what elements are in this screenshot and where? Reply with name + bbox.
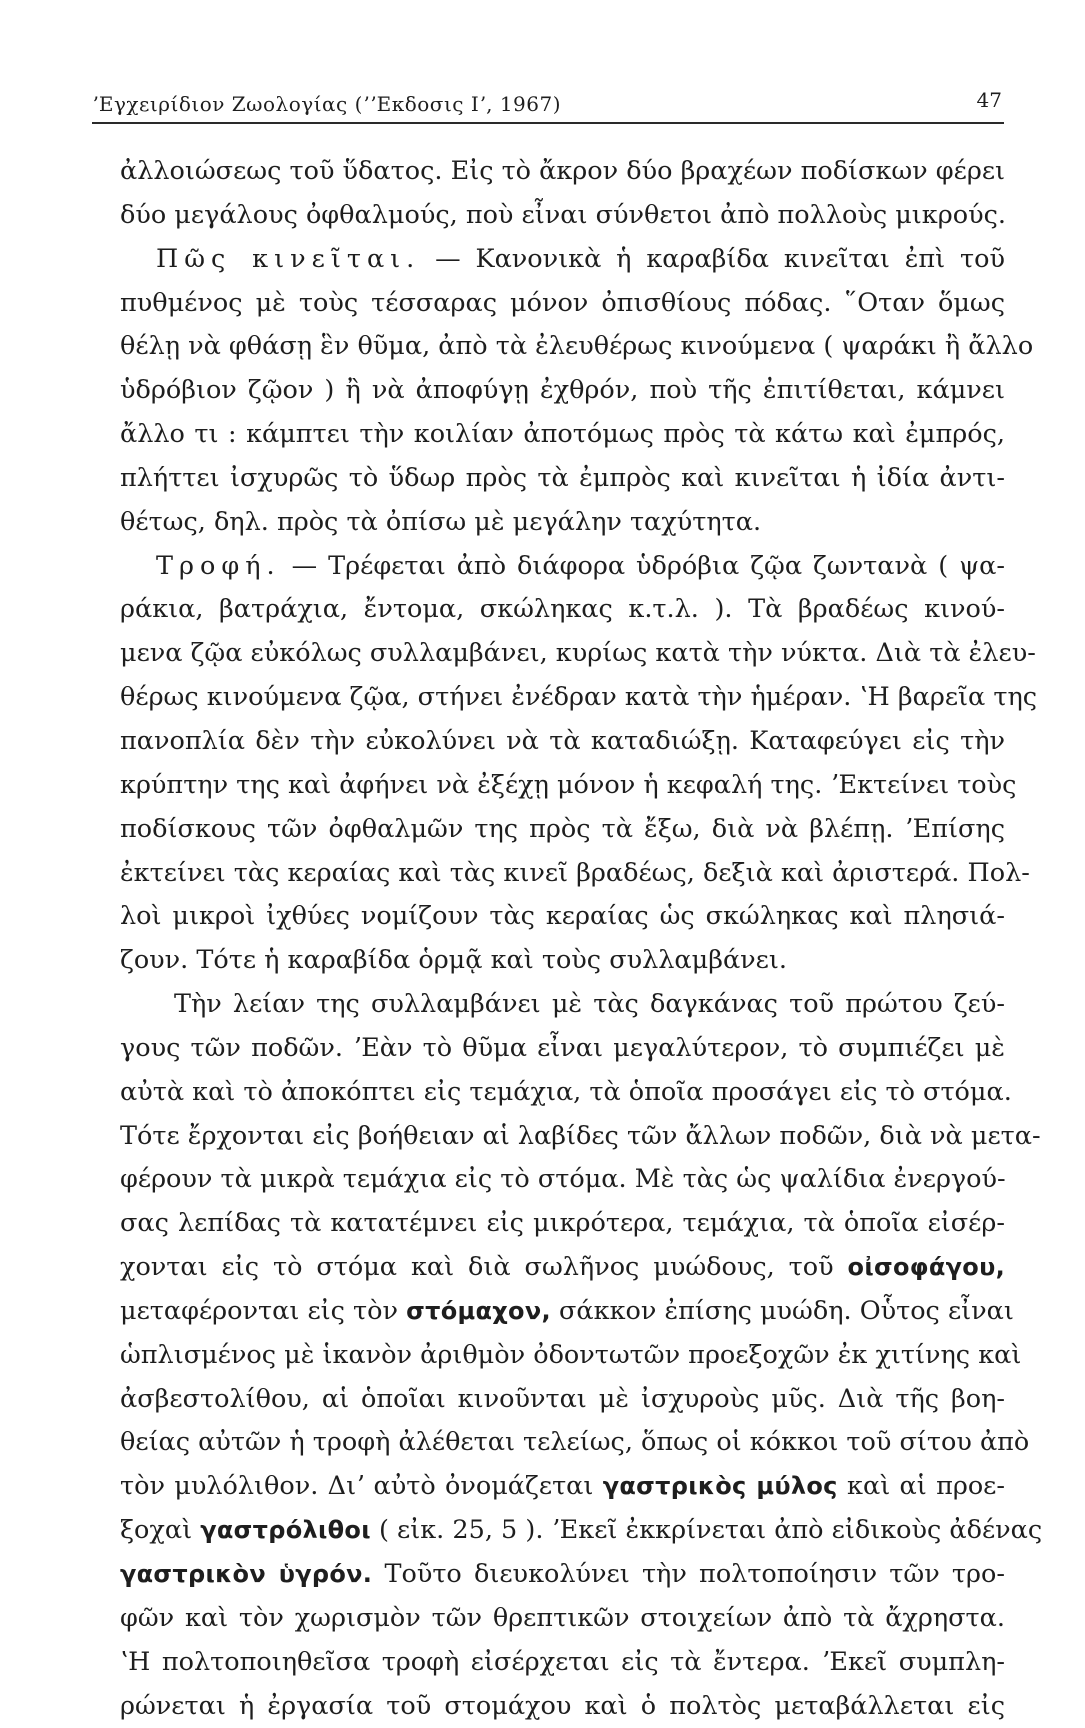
text-line	[120, 1246, 1005, 1290]
text-line: σας λεπίδας τὰ κατατέμνει εἰς μικρότερα, τεμάχια, τὰ ὁποῖα εἰσέρ-	[120, 1208, 1005, 1239]
text-line: ἀλλοιώσεως τοῦ ὕδατος. Εἰς τὸ ἄκρον δύο βραχέων ποδίσκων φέρει	[120, 156, 1006, 186]
text-line: λοὶ μικροὶ ἰχθύες νομίζουν τὰς κεραίας ὡς σκώληκας καὶ πλησιά-	[120, 901, 1005, 932]
text-line: ὑδρόβιον ζῷον ) ἢ νὰ ἀποφύγῃ ἐχθρόν, ποὺ τῆς ἐπιτίθεται, κάμνει	[120, 375, 1005, 406]
text-line: πλήττει ἰσχυρῶς τὸ ὕδωρ πρὸς τὰ ἐμπρὸς καὶ κινεῖται ἡ ἰδία ἀντι-	[120, 462, 1005, 493]
text-line: θέλῃ νὰ φθάσῃ ἓν θῦμα, ἀπὸ τὰ ἐλευθέρως κινούμενα ( ψαράκι ἢ ἄλλο	[120, 331, 1034, 362]
text-span: μεταφέρονται εἰς τὸν	[120, 1295, 407, 1326]
text-span: ξοχαὶ	[120, 1515, 201, 1546]
text-line: ʽΗ πολτοποιηθεῖσα τροφὴ εἰσέρχεται εἰς τὰ ἔντερα. ʼΕκεῖ συμπλη-	[120, 1646, 1005, 1677]
text-line: αὐτὰ καὶ τὸ ἀποκόπτει εἰς τεμάχια, τὰ ὁποῖα προσάγει εἰς τὸ στόμα.	[120, 1076, 1012, 1107]
text-line: φέρουν τὰ μικρὰ τεμάχια εἰς τὸ στόμα. Μὲ τὰς ὡς ψαλίδια ἐνεργού-	[120, 1164, 1006, 1195]
text-span: χονται εἰς τὸ στόμα καὶ διὰ σωλῆνος μυώδους, τοῦ	[120, 1252, 848, 1283]
text-line	[120, 1553, 1005, 1597]
text-line: Τὴν λείαν της συλλαμβάνει μὲ τὰς δαγκάνας τοῦ πρώτου ζεύ-	[174, 989, 1005, 1020]
text-span: καὶ αἱ προε-	[837, 1471, 1006, 1502]
text-span: ( εἰκ. 25, 5 ). ʼΕκεῖ ἐκκρίνεται ἀπὸ εἰδικοὺς ἀδένας	[370, 1515, 1043, 1546]
text-line: ὡπλισμένος μὲ ἱκανὸν ἀριθμὸν ὀδοντωτῶν προεξοχῶν ἐκ χιτίνης καὶ	[120, 1339, 1022, 1370]
text-line: γους τῶν ποδῶν. ʼΕὰν τὸ θῦμα εἶναι μεγαλύτερον, τὸ συμπιέζει μὲ	[120, 1032, 1005, 1063]
text-line: ἐκτείνει τὰς κεραίας καὶ τὰς κινεῖ βραδέως, δεξιὰ καὶ ἀριστερά. Πολ-	[120, 857, 1030, 888]
text-line: θείας αὐτῶν ἡ τροφὴ ἀλέθεται τελείως, ὅπως οἱ κόκκοι τοῦ σίτου ἀπὸ	[120, 1427, 1030, 1458]
text-line	[120, 545, 1005, 589]
term-gastric-fluid: γαστρικὸν ὑγρόν.	[120, 1560, 373, 1588]
section-heading-movement: Πῶς κινεῖται.	[156, 243, 421, 274]
text-line: μενα ζῷα εὐκόλως συλλαμβάνει, κυρίως κατὰ τὴν νύκτα. Διὰ τὰ ἐλευ-	[120, 638, 1036, 669]
text-line: πανοπλία δὲν τὴν εὐκολύνει νὰ τὰ καταδιώξῃ. Καταφεύγει εἰς τὴν	[120, 725, 1005, 756]
text-line: ἀσβεστολίθου, αἱ ὁποῖαι κινοῦνται μὲ ἰσχυροὺς μῦς. Διὰ τῆς βοη-	[120, 1383, 1005, 1414]
text-span: σάκκον ἐπίσης μυώδη. Οὗτος εἶναι	[550, 1295, 1014, 1326]
text-line: ρώνεται ἡ ἐργασία τοῦ στομάχου καὶ ὁ πολτὸς μεταβάλλεται εἰς	[120, 1690, 1005, 1721]
text-line: θέτως, δηλ. πρὸς τὰ ὀπίσω μὲ μεγάλην ταχύτητα.	[120, 506, 762, 537]
text-line: Τότε ἔρχονται εἰς βοήθειαν αἱ λαβίδες τῶν ἄλλων ποδῶν, διὰ νὰ μετα-	[120, 1120, 1041, 1151]
body-text	[120, 150, 1043, 1728]
text-span: — Κανονικὰ ἡ καραβίδα κινεῖται ἐπὶ τοῦ	[420, 243, 1005, 274]
term-gastroliths: γαστρόλιθοι	[200, 1516, 371, 1545]
text-line: θέρως κινούμενα ζῷα, στήνει ἐνέδραν κατὰ τὴν ἡμέραν. ʽΗ βαρεῖα της	[120, 682, 1038, 713]
term-stomach: στόμαχον,	[406, 1296, 551, 1325]
text-line	[120, 238, 1005, 282]
text-line: ποδίσκους τῶν ὀφθαλμῶν της πρὸς τὰ ἔξω, διὰ νὰ βλέπῃ. ʼΕπίσης	[120, 813, 1005, 844]
text-span: τὸν μυλόλιθον. Διʼ αὐτὸ ὀνομάζεται	[120, 1471, 603, 1502]
section-heading-food: Τροφή.	[156, 550, 281, 581]
page-number: 47	[976, 88, 1002, 112]
text-line: πυθμένος μὲ τοὺς τέσσαρας μόνον ὀπισθίους πόδας. ῞Οταν ὅμως	[120, 287, 1005, 318]
running-title: ʼΕγχειρίδιον Ζωολογίας (ʼʼΕκδοσις Ιʼ, 1967)	[92, 92, 562, 116]
text-line	[120, 1290, 1014, 1334]
text-line: ζουν. Τότε ἡ καραβίδα ὁρμᾷ καὶ τοὺς συλλαμβάνει.	[120, 945, 787, 976]
text-span: — Τρέφεται ἀπὸ διάφορα ὑδρόβια ζῷα ζωντανὰ ( ψα-	[280, 550, 1005, 581]
text-line: δύο μεγάλους ὀφθαλμούς, ποὺ εἶναι σύνθετοι ἀπὸ πολλοὺς μικρούς.	[120, 199, 1006, 230]
text-span: Τοῦτο διευκολύνει τὴν πολτοποίησιν τῶν τρο-	[372, 1559, 1005, 1589]
text-line: κρύπτην της καὶ ἀφήνει νὰ ἐξέχῃ μόνον ἡ κεφαλή της. ʼΕκτείνει τοὺς	[120, 769, 1017, 800]
text-line: ἄλλο τι : κάμπτει τὴν κοιλίαν ἀποτόμως πρὸς τὰ κάτω καὶ ἐμπρός,	[120, 419, 1005, 450]
text-line: ράκια, βατράχια, ἔντομα, σκώληκας κ.τ.λ. ). Τὰ βραδέως κινού-	[120, 594, 1005, 625]
term-gastric-mill: γαστρικὸς μύλος	[602, 1472, 838, 1501]
term-oesophagus: οἰσοφάγου,	[847, 1253, 1005, 1282]
text-line: φῶν καὶ τὸν χωρισμὸν τῶν θρεπτικῶν στοιχείων ἀπὸ τὰ ἄχρηστα.	[120, 1602, 1005, 1633]
text-line	[120, 1509, 1043, 1553]
running-header	[92, 84, 1004, 124]
text-line	[120, 1465, 1005, 1509]
